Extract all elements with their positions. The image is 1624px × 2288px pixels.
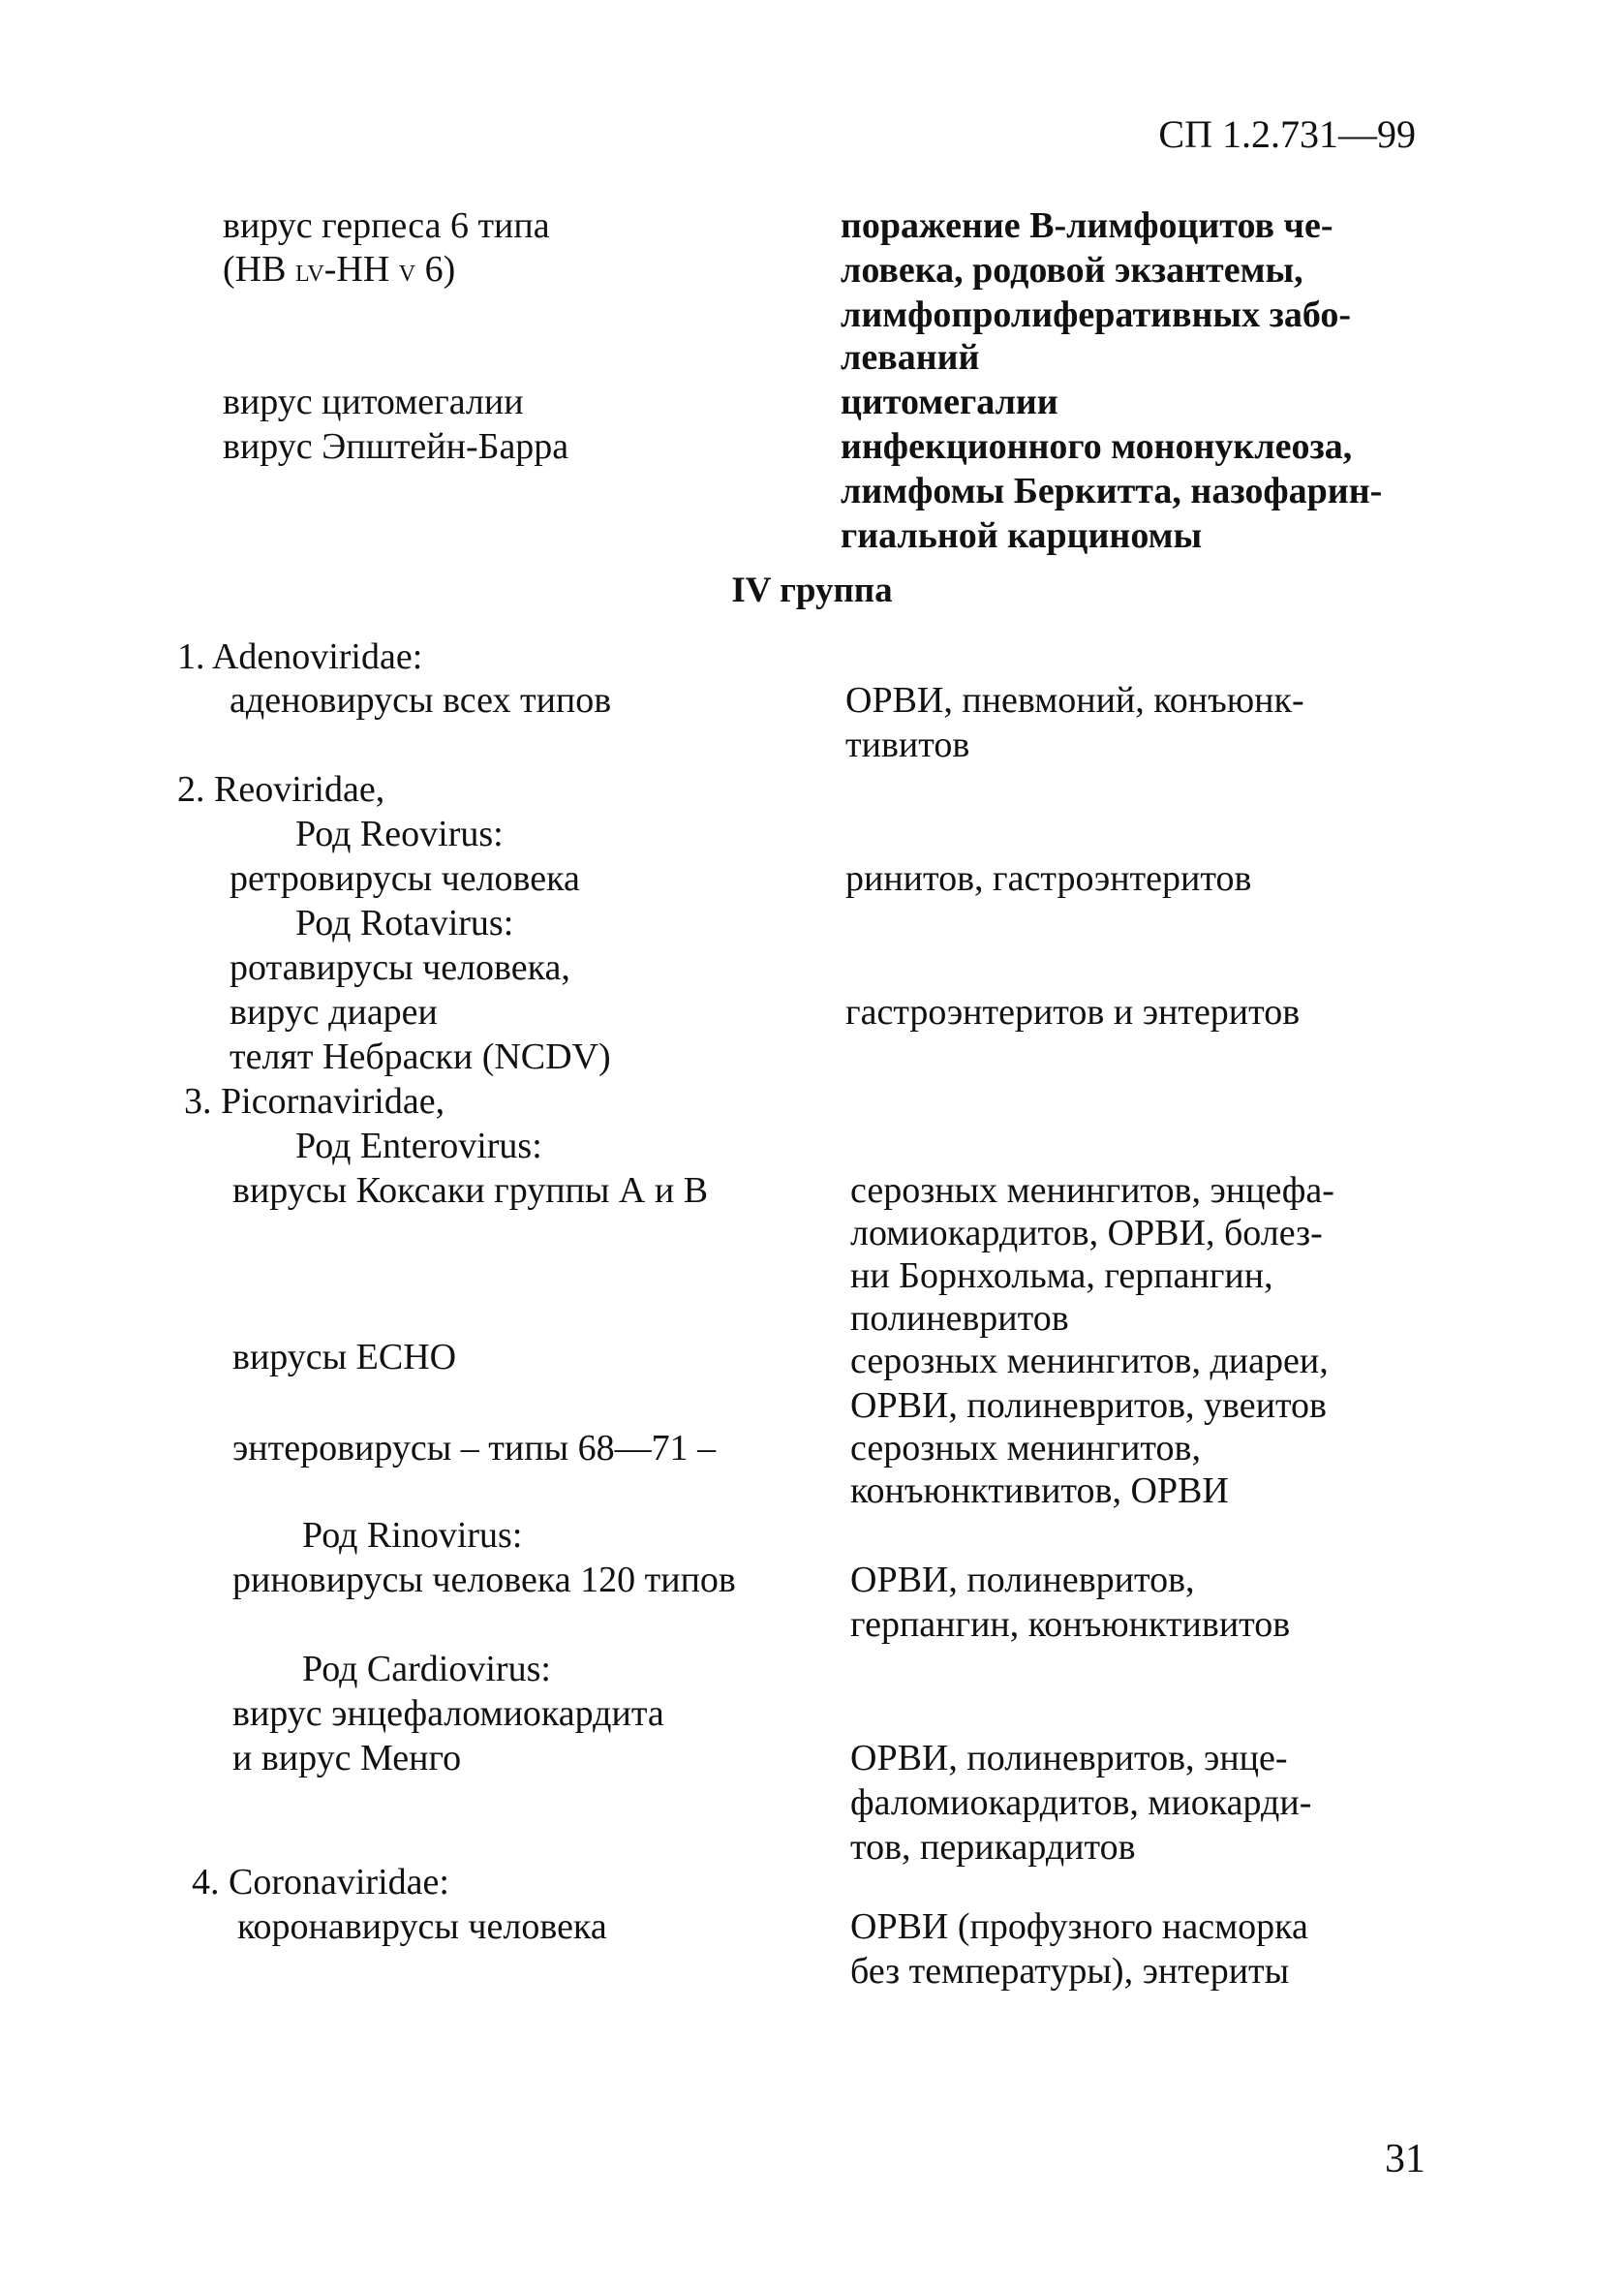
- page-number: 31: [1385, 2137, 1425, 2181]
- genus-heading: Род Enterovirus:: [295, 1126, 542, 1166]
- genus-heading: Род Cardiovirus:: [302, 1649, 551, 1689]
- left-entry: коронавирусы человека: [237, 1906, 607, 1947]
- disease-line: серозных менингитов, диареи,: [850, 1341, 1329, 1381]
- disease-line: серозных менингитов,: [850, 1428, 1201, 1469]
- left-entry: вирус Эпштейн-Барра: [223, 426, 569, 467]
- left-entry: аденовирусы всех типов: [230, 680, 612, 721]
- genus-heading: Род Rotavirus:: [295, 903, 514, 943]
- disease-line: гастроэнтеритов и энтеритов: [845, 992, 1301, 1033]
- left-entry: (НВ LV-НН V 6): [223, 249, 456, 290]
- disease-line: цитомегалии: [841, 382, 1058, 422]
- family-heading: 2. Reoviridae,: [177, 769, 385, 810]
- disease-line: леваний: [841, 337, 980, 378]
- left-entry: телят Небраски (NCDV): [230, 1036, 611, 1077]
- disease-line: полиневритов: [850, 1298, 1069, 1339]
- group-heading: IV группа: [731, 571, 893, 610]
- left-entry: ротавирусы человека,: [230, 947, 570, 988]
- disease-line: ни Борнхольма, герпангин,: [850, 1255, 1273, 1296]
- disease-line: ловека, родовой экзантемы,: [841, 250, 1303, 291]
- running-header: СП 1.2.731—99: [1158, 112, 1416, 156]
- disease-line: конъюнктивитов, ОРВИ: [850, 1470, 1229, 1511]
- genus-heading: Род Rinovirus:: [302, 1515, 523, 1556]
- left-entry: вирус цитомегалии: [223, 382, 524, 422]
- left-entry: вирусы ЕСНО: [232, 1337, 457, 1377]
- disease-line: тивитов: [845, 725, 970, 765]
- family-heading: 3. Picornaviridae,: [184, 1081, 445, 1122]
- disease-line: ОРВИ (профузного насморка: [850, 1906, 1308, 1947]
- disease-line: лимфомы Беркитта, назофарин-: [841, 471, 1383, 511]
- disease-line: ОРВИ, полиневритов, увеитов: [850, 1385, 1327, 1426]
- disease-line: серозных менингитов, энцефа-: [850, 1170, 1334, 1211]
- family-heading: 1. Adenoviridae:: [177, 636, 423, 677]
- disease-line: ринитов, гастроэнтеритов: [845, 858, 1252, 899]
- genus-heading: Род Reovirus:: [295, 814, 504, 854]
- disease-line: инфекционного мононуклеоза,: [841, 426, 1353, 467]
- disease-line: поражение В-лимфоцитов че-: [841, 205, 1333, 246]
- family-heading: 4. Coronaviridae:: [192, 1862, 449, 1902]
- left-entry: ретровирусы человека: [230, 858, 580, 899]
- disease-line: тов, перикардитов: [850, 1827, 1136, 1868]
- left-entry: риновирусы человека 120 типов: [232, 1560, 736, 1600]
- left-entry: вирусы Коксаки группы А и В: [232, 1170, 709, 1211]
- left-entry: вирус диареи: [230, 992, 438, 1033]
- disease-line: ОРВИ, пневмоний, конъюнк-: [845, 680, 1304, 721]
- disease-line: ОРВИ, полиневритов,: [850, 1560, 1195, 1600]
- left-entry: вирус герпеса 6 типа: [223, 205, 550, 246]
- left-entry: вирус энцефаломиокардита: [232, 1693, 664, 1734]
- disease-line: лимфопролиферативных забо-: [841, 294, 1352, 335]
- disease-line: без температуры), энтериты: [850, 1951, 1290, 1992]
- disease-line: ломиокардитов, ОРВИ, болез-: [850, 1213, 1323, 1253]
- disease-line: ОРВИ, полиневритов, энце-: [850, 1738, 1288, 1778]
- disease-line: фаломиокардитов, миокарди-: [850, 1782, 1312, 1823]
- left-entry: и вирус Менго: [232, 1738, 462, 1778]
- disease-line: герпангин, конъюнктивитов: [850, 1604, 1291, 1645]
- disease-line: гиальной карциномы: [841, 515, 1203, 556]
- left-entry: энтеровирусы – типы 68—71 –: [232, 1428, 717, 1469]
